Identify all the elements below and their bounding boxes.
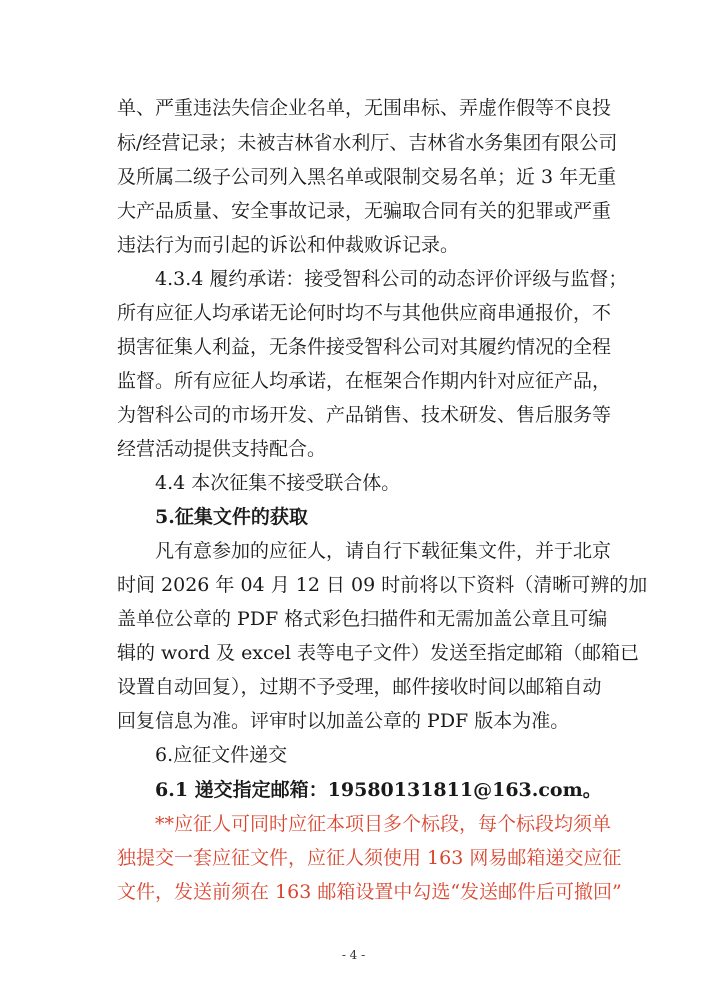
body-line: 为智科公司的市场开发、产品销售、技术研发、售后服务等 [117,404,612,426]
section-4-4-line: 4.4 本次征集不接受联合体。 [155,472,401,494]
body-line: 标/经营记录；未被吉林省水利厅、吉林省水务集团有限公司 [117,132,618,154]
body-line: 盖单位公章的 PDF 格式彩色扫描件和无需加盖公章且可编 [117,608,608,630]
body-line: 及所属二级子公司列入黑名单或限制交易名单；近 3 年无重 [117,166,617,188]
body-line: 凡有意参加的应征人，请自行下载征集文件，并于北京 [155,540,612,562]
section-6-heading: 6.应征文件递交 [155,744,288,766]
body-line: 所有应征人均承诺无论何时均不与其他供应商串通报价，不 [117,302,612,324]
page-number: - 4 - [341,948,366,962]
body-line: 监督。所有应征人均承诺，在框架合作期内针对应征产品， [117,370,612,392]
body-line: 大产品质量、安全事故记录，无骗取合同有关的犯罪或严重 [117,200,612,222]
body-line: 时间 2026 年 04 月 12 日 09 时前将以下资料（清晰可辨的加 [117,574,648,596]
body-line: 设置自动回复），过期不予受理，邮件接收时间以邮箱自动 [117,676,602,698]
section-6-1-email-line: 6.1 递交指定邮箱：19580131811@163.com。 [155,779,602,801]
notice-line: **应征人可同时应征本项目多个标段，每个标段均须单 [155,813,612,835]
body-line: 单、严重违法失信企业名单，无围串标、弄虚作假等不良投 [117,97,612,119]
notice-line: 文件，发送前须在 163 邮箱设置中勾选“发送邮件后可撤回” [117,881,622,903]
section-4-3-4-line: 4.3.4 履约承诺：接受智科公司的动态评价评级与监督； [155,268,628,290]
body-line: 经营活动提供支持配合。 [117,438,327,460]
body-line: 回复信息为准。评审时以加盖公章的 PDF 版本为准。 [117,710,570,732]
body-line: 违法行为而引起的诉讼和仲裁败诉记录。 [117,234,460,256]
body-line: 辑的 word 及 excel 表等电子文件）发送至指定邮箱（邮箱已 [117,642,640,664]
notice-line: 独提交一套应征文件，应征人须使用 163 网易邮箱递交应征 [117,847,622,869]
body-line: 损害征集人利益，无条件接受智科公司对其履约情况的全程 [117,336,612,358]
section-5-heading: 5.征集文件的获取 [155,506,308,528]
